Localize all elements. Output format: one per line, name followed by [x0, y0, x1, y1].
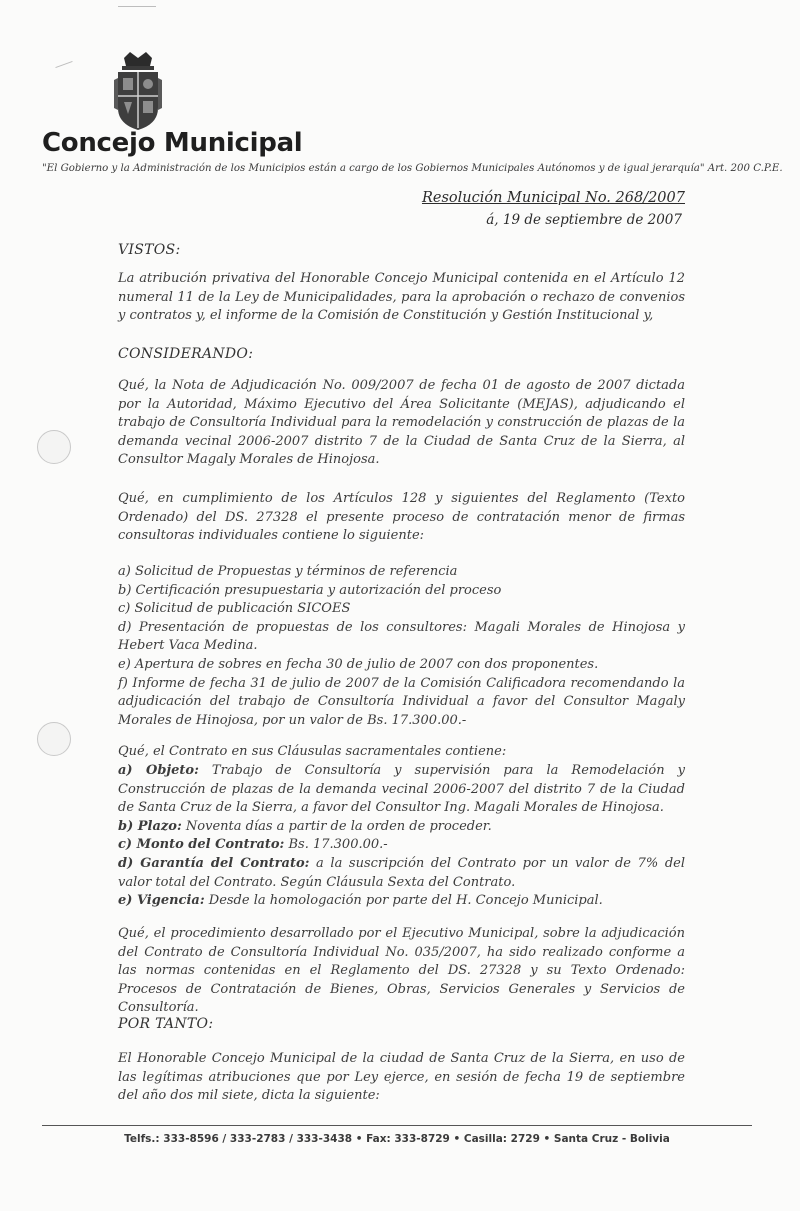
- resolution-date: á, 19 de septiembre de 2007: [486, 212, 682, 228]
- list-item: e) Apertura de sobres en fecha 30 de julio de 2007 con dos proponentes.: [118, 656, 599, 672]
- vistos-heading: VISTOS:: [118, 242, 181, 258]
- clause-text: Noventa días a partir de la orden de proceder.: [181, 818, 492, 834]
- constitutional-motto: "El Gobierno y la Administración de los Municipios están a cargo de los Gobiernos Municipales Autónomos y de igual jerarquía" Art. 200 C.P.E.: [42, 163, 783, 174]
- list-item: f) Informe de fecha 31 de julio de 2007 de la Comisión Calificadora recomendando la adjudicación del trabajo de Consultoría Individual a favor del Consultor Magaly Morales de Hinojosa, por un valor de Bs. 17.300.00.-: [118, 675, 685, 728]
- clause-item: [118, 836, 685, 855]
- clause-text: Desde la homologación por parte del H. Concejo Municipal.: [204, 893, 603, 909]
- list-item: b) Certificación presupuestaria y autorización del proceso: [118, 582, 502, 598]
- clause-label: a) Objeto:: [118, 763, 199, 778]
- clause-text: a la suscripción del Contrato por un valor de 7% del valor total del Contrato. Según Cláusula Sexta del Contrato.: [118, 855, 685, 890]
- considerando-paragraph-4: Qué, el procedimiento desarrollado por el Ejecutivo Municipal, sobre la adjudicación del Contrato de Consultoría Individual No. 035/2007, ha sido realizado conforme a las normas contenidas en el Reglamento del DS. 27328 y su Texto Ordenado: Procesos de Contratación de Bienes, Obras, Servicios Generales y Servicios de Consultoría.: [118, 926, 685, 1016]
- clause-text: Bs. 17.300.00.-: [284, 837, 388, 853]
- por-tanto-paragraph: El Honorable Concejo Municipal de la ciudad de Santa Cruz de la Sierra, en uso de las legítimas atribuciones que por Ley ejerce, en sesión de fecha 19 de septiembre del año dos mil siete, dicta la siguiente:: [118, 1051, 685, 1104]
- footer-divider: [42, 1125, 752, 1126]
- list-item: c) Solicitud de publicación SICOES: [118, 601, 351, 617]
- considerando-paragraph-1: Qué, la Nota de Adjudicación No. 009/2007 de fecha 01 de agosto de 2007 dictada por la Autoridad, Máximo Ejecutivo del Área Solicitante (MEJAS), adjudicando el trabajo de Consultoría Individual para la remodelación y construcción de plazas de la demanda vecinal 2006-2007 distrito 7 de la Ciudad de Santa Cruz de la Sierra, al Consultor Magaly Morales de Hinojosa.: [118, 378, 685, 468]
- punch-hole: [37, 722, 71, 756]
- clause-item: [118, 818, 685, 837]
- punch-hole: [37, 430, 71, 464]
- clause-text: Trabajo de Consultoría y supervisión para la Remodelación y Construcción de plazas de la demanda vecinal 2006-2007 del distrito 7 de la Ciudad de Santa Cruz de la Sierra, a favor del Consultor Ing. Magali Morales de Hinojosa.: [118, 763, 685, 816]
- clause-item: [118, 855, 685, 892]
- resolution-number: Resolución Municipal No. 268/2007: [421, 190, 685, 206]
- clause-label: c) Monto del Contrato:: [118, 837, 285, 853]
- clause-item: [118, 892, 685, 911]
- considerando-heading: CONSIDERANDO:: [118, 346, 254, 362]
- requirements-list: [118, 563, 685, 730]
- considerando-paragraph-3: Qué, el Contrato en sus Cláusulas sacramentales contiene:: [118, 744, 507, 759]
- clause-label: e) Vigencia:: [118, 893, 205, 909]
- por-tanto-heading: POR TANTO:: [118, 1016, 214, 1032]
- list-item: d) Presentación de propuestas de los consultores: Magali Morales de Hinojosa y Hebert Vaca Medina.: [118, 619, 685, 654]
- clause-label: b) Plazo:: [118, 818, 182, 834]
- vistos-paragraph: La atribución privativa del Honorable Concejo Municipal contenida en el Artículo 12 numeral 11 de la Ley de Municipalidades, para la aprobación o rechazo de convenios y contratos y, el informe de la Comisión de Constitución y Gestión Institucional y,: [118, 271, 685, 324]
- organization-name: Concejo Municipal: [42, 128, 303, 158]
- contract-clauses-list: [118, 762, 685, 911]
- scan-mark: [118, 6, 156, 7]
- clause-item: [118, 762, 685, 818]
- considerando-paragraph-2: Qué, en cumplimiento de los Artículos 128 y siguientes del Reglamento (Texto Ordenado) del DS. 27328 el presente proceso de contratación menor de firmas consultoras individuales contiene lo siguiente:: [118, 491, 685, 544]
- municipal-coat-of-arms-icon: [110, 50, 166, 132]
- list-item: a) Solicitud de Propuestas y términos de referencia: [118, 564, 458, 579]
- clause-label: d) Garantía del Contrato:: [118, 855, 310, 871]
- footer-contact: Telfs.: 333-8596 / 333-2783 / 333-3438 • Fax: 333-8729 • Casilla: 2729 • Santa Cruz - Bolivia: [124, 1133, 670, 1145]
- scan-mark: [55, 61, 72, 68]
